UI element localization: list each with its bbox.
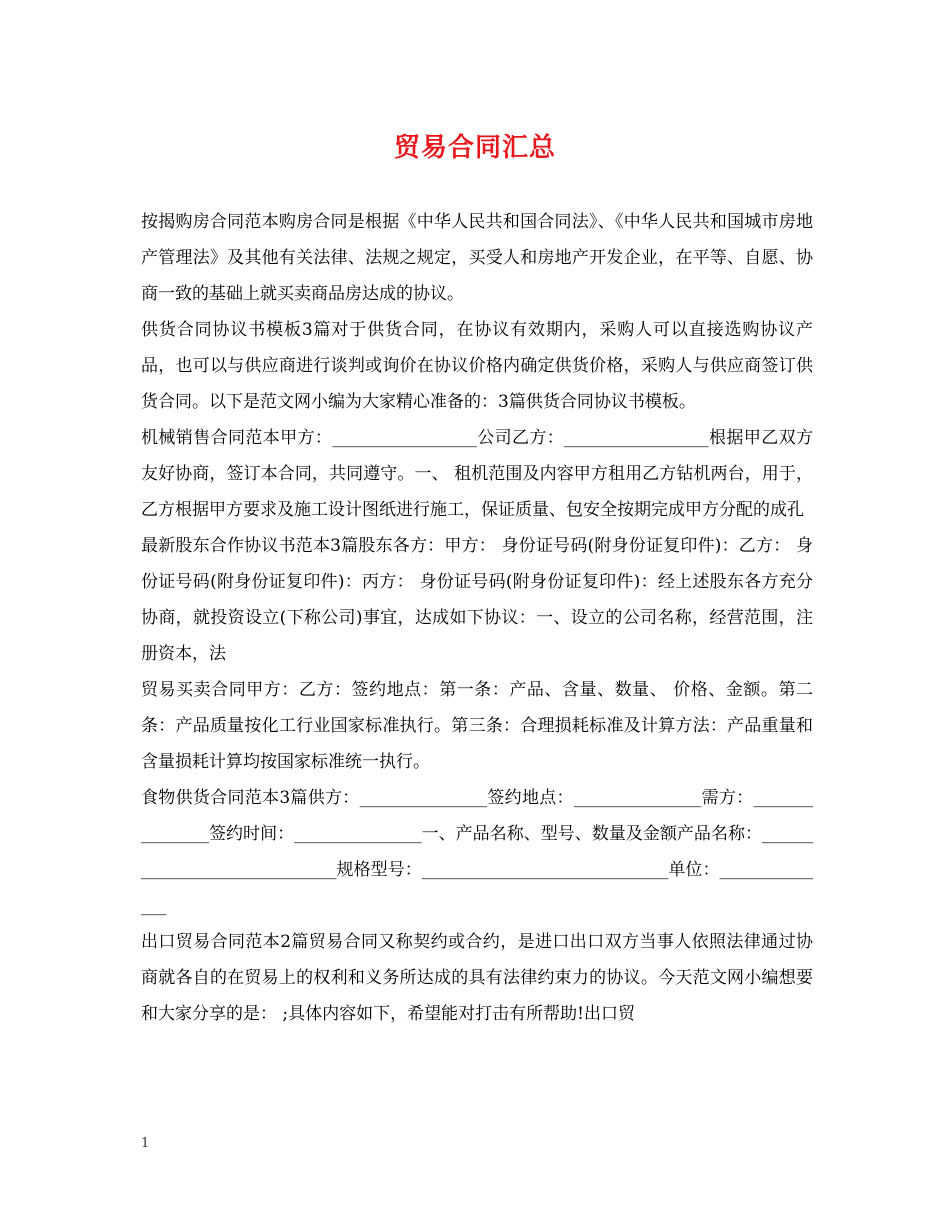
paragraph-trade-sales: 贸易买卖合同甲方：乙方：签约地点：第一条：产品、含量、数量、 价格、金额。第二条：产品质量按化工行业国家标准执行。第三条：合理损耗标准及计算方法：产品重量和含量损耗计算均按国家标准统一执行。 <box>141 680 813 772</box>
paragraph-export-trade: 出口贸易合同范本2篇贸易合同又称契约或合约，是进口出口双方当事人依照法律通过协商就各自的在贸易上的权利和义务所达成的具有法律约束力的协议。今天范文网小编想要和大家分享的是： ;具体内容如下，希望能对打击有所帮助!出口贸 <box>141 932 813 1024</box>
paragraph-food-supply: 食物供货合同范本3篇供方：_______________签约地点：_______________需方：_______________签约时间：_______________一、产品名称、型号、数量及金额产品名称：_____________________________规格型号：_____________________________单位：______________ <box>141 788 813 916</box>
paragraph-machinery-sales: 机械销售合同范本甲方：_________________公司乙方：_________________根据甲乙双方友好协商，签订本合同，共同遵守。一、 租机范围及内容甲方租用乙方钻机两台，用于，乙方根据甲方要求及施工设计图纸进行施工，保证质量、包安全按期完成甲方分配的成孔 <box>141 428 813 520</box>
paragraph-shareholder-agreement: 最新股东合作协议书范本3篇股东各方：甲方： 身份证号码(附身份证复印件)：乙方： 身份证号码(附身份证复印件)：丙方： 身份证号码(附身份证复印件)：经上述股东各方充分协商，就投资设立(下称公司)事宜，达成如下协议：一、设立的公司名称，经营范围，注册资本，法 <box>141 536 813 664</box>
paragraph-mortgage-contract: 按揭购房合同范本购房合同是根据《中华人民共和国合同法》、《中华人民共和国城市房地产管理法》及其他有关法律、法规之规定，买受人和房地产开发企业，在平等、自愿、协商一致的基础上就买卖商品房达成的协议。 <box>141 212 813 304</box>
document-title: 贸易合同汇总 <box>393 133 556 163</box>
page-number: 1 <box>141 1136 150 1151</box>
document-body <box>141 204 813 1032</box>
paragraph-supply-agreement: 供货合同协议书模板3篇对于供货合同，在协议有效期内，采购人可以直接选购协议产品，也可以与供应商进行谈判或询价在协议价格内确定供货价格，采购人与供应商签订供货合同。以下是范文网小编为大家精心准备的：3篇供货合同协议书模板。 <box>141 320 813 412</box>
